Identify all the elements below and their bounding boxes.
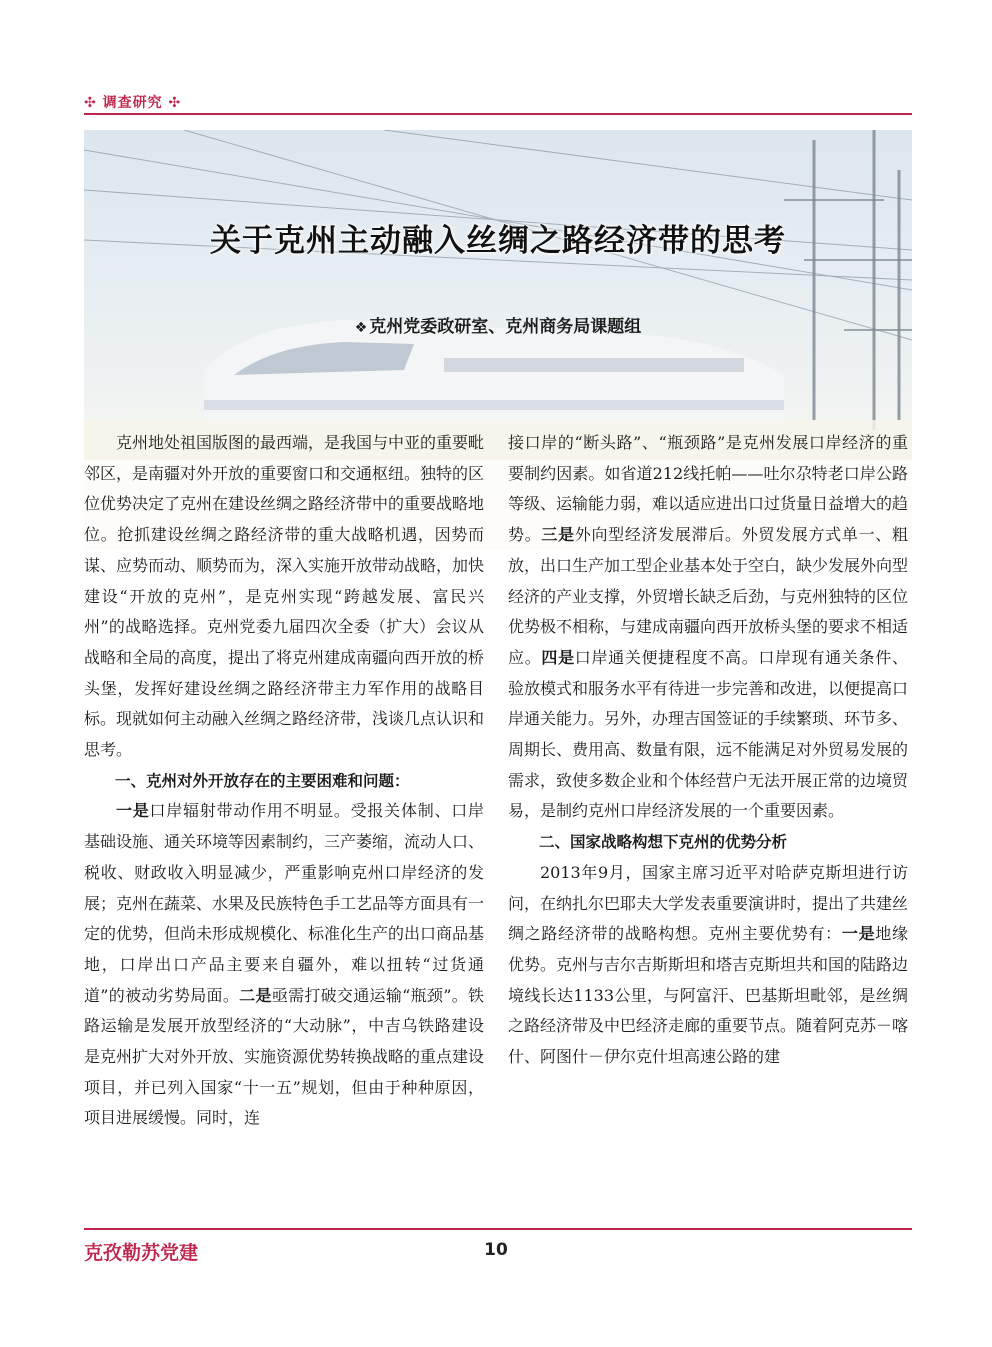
left-paragraph-1: 克州地处祖国版图的最西端，是我国与中亚的重要毗邻区，是南疆对外开放的重要窗口和交通枢纽。独特的区位优势决定了克州在建设丝绸之路经济带中的重要战略地位。抢抓建设丝绸之路经济带的重大战略机遇，因势而谋、应势而动、顺势而为，深入实施开放带动战略，加快建设“开放的克州”，是克州实现“跨越发展、富民兴州”的战略选择。克州党委九届四次全委（扩大）会议从战略和全局的高度，提出了将克州建成南疆向西开放的桥头堡，发挥好建设丝绸之路经济带主力军作用的战略目标。现就如何主动融入丝绸之路经济带，浅谈几点认识和思考。 — [84, 433, 485, 760]
footer-rule — [84, 1228, 912, 1230]
right-paragraph-1b: 外向型经济发展滞后。外贸发展方式单一、粗放，出口生产加工型企业基本处于空白，缺少发展外向型经济的产业支撑，外贸增长缺乏后劲，与克州独特的区位优势极不相称，与建成南疆向西开放桥头堡的要求不相适应。 — [508, 525, 909, 667]
left-paragraph-2a: 口岸辐射带动作用不明显。受报关体制、口岸基础设施、通关环境等因素制约，三产萎缩，流动人口、税收、财政收入明显减少，严重影响克州口岸经济的发展；克州在蔬菜、水果及民族特色手工艺品等方面具有一定的优势，但尚未形成规模化、标准化生产的出口商品基地，口岸出口产品主要来自疆外，难以扭转“过货通道”的被动劣势局面。 — [84, 801, 485, 1005]
lead-one-b: 一是 — [841, 924, 876, 944]
right-paragraph-2a: 2013年9月，国家主席习近平对哈萨克斯坦进行访问，在纳扎尔巴耶夫大学发表重要演讲时，提出了共建丝绸之路经济带的战略构想。克州主要优势有： — [508, 862, 909, 944]
right-paragraph-1a: 接口岸的“断头路”、“瓶颈路”是克州发展口岸经济的重要制约因素。如省道212线托帕——吐尔尕特老口岸公路等级、运输能力弱，难以适应进出口过货量日益增大的趋势。 — [508, 433, 909, 545]
article-byline — [84, 312, 912, 337]
footer-logo: 克孜勒苏党建 — [84, 1242, 199, 1264]
header-rule — [84, 113, 912, 115]
right-paragraph-2 — [508, 858, 908, 1073]
left-paragraph-2b: 亟需打破交通运输“瓶颈”。铁路运输是发展开放型经济的“大动脉”，中吉乌铁路建设是克州扩大对外开放、实施资源优势转换战略的重点建设项目，并已列入国家“十一五”规划，但由于种种原因，项目进展缓慢。同时，连 — [84, 985, 485, 1128]
left-paragraph-2 — [84, 796, 484, 1134]
header-section-label: ✣ 调查研究 ✣ — [84, 95, 182, 111]
byline-text: 克州党委政研室、克州商务局课题组 — [369, 317, 642, 337]
lead-two: 二是 — [239, 985, 272, 1005]
lead-one: 一是 — [116, 801, 150, 821]
right-paragraph-2b: 地缘优势。克州与吉尔吉斯斯坦和塔吉克斯坦共和国的陆路边境线长达1133公里，与阿富汗、巴基斯坦毗邻，是丝绸之路经济带及中巴经济走廊的重要节点。随着阿克苏－喀什、阿图什－伊尔克什坦高速公路的建 — [508, 924, 909, 1067]
lead-three: 三是 — [541, 525, 575, 545]
section-heading-1: 一、克州对外开放存在的主要困难和问题： — [115, 771, 410, 790]
section-heading-2: 二、国家战略构想下克州的优势分析 — [539, 833, 788, 852]
right-paragraph-1 — [508, 428, 908, 827]
left-column — [84, 428, 484, 1134]
right-column — [508, 428, 908, 1073]
lead-four: 四是 — [541, 647, 575, 667]
page-number: 10 — [484, 1240, 508, 1260]
right-paragraph-1c: 口岸通关便捷程度不高。口岸现有通关条件、验放模式和服务水平有待进一步完善和改进，以便提高口岸通关能力。另外，办理吉国签证的手续繁琐、环节多、周期长、费用高、数量有限，远不能满足对外贸易发展的需求，致使多数企业和个体经营户无法开展正常的边境贸易，是制约克州口岸经济发展的一个重要因素。 — [508, 647, 909, 821]
byline-mark-icon: ❖ — [354, 320, 368, 336]
article-title: 关于克州主动融入丝绸之路经济带的思考 — [210, 223, 786, 259]
